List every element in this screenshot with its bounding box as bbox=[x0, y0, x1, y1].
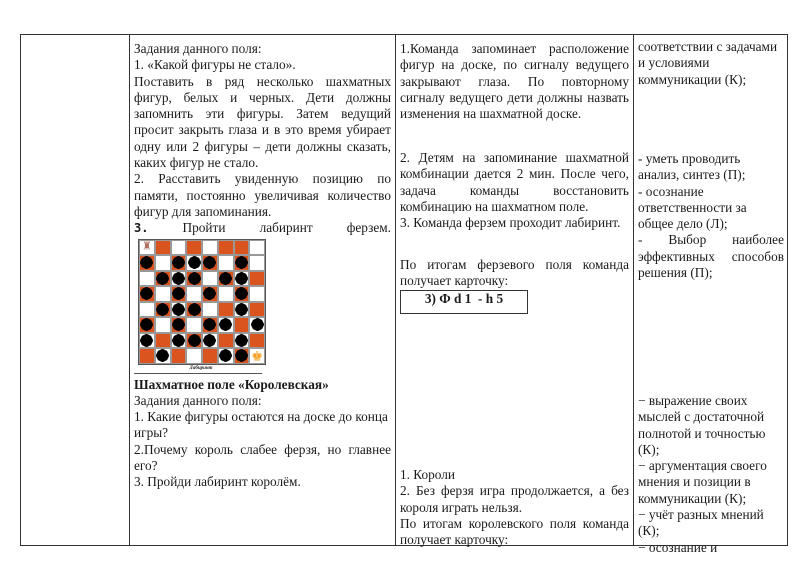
blot-obstacle-icon bbox=[237, 305, 246, 314]
maze-chessboard bbox=[138, 239, 266, 365]
board-square-light bbox=[218, 255, 234, 271]
board-square-dark bbox=[218, 240, 234, 256]
table-column-empty bbox=[21, 35, 130, 545]
king-task2: 2.Почему король слабее ферзя, но главнее его? bbox=[134, 441, 391, 474]
board-square-dark bbox=[234, 286, 250, 302]
board-square-dark bbox=[202, 255, 218, 271]
blot-obstacle-icon bbox=[142, 289, 151, 298]
king-tasks-intro: Задания данного поля: bbox=[134, 392, 262, 408]
blot-obstacle-icon bbox=[221, 274, 230, 283]
board-square-light bbox=[249, 317, 265, 333]
blot-obstacle-icon bbox=[174, 274, 183, 283]
board-square-light bbox=[155, 317, 171, 333]
board-square-dark bbox=[202, 348, 218, 364]
skills-block1: соответствии с задачами и условиями коммуникации (К); bbox=[638, 39, 778, 87]
blot-obstacle-icon bbox=[142, 336, 151, 345]
blot-obstacle-icon bbox=[158, 351, 167, 360]
task3-word: лабиринт bbox=[259, 220, 313, 236]
board-square-light bbox=[202, 240, 218, 256]
skill-item: − учёт разных мнений (К); bbox=[638, 507, 764, 539]
skill-item: − аргументация своего мнения и позиции в коммуникации (К); bbox=[638, 458, 767, 506]
blot-obstacle-icon bbox=[174, 289, 183, 298]
board-square-light bbox=[186, 255, 202, 271]
task2-text: 2. Расставить увиденную позицию по памяти, постоянно увеличивая количество фигур для запоминания. bbox=[134, 171, 391, 219]
board-square-dark bbox=[186, 240, 202, 256]
skill-item: - уметь проводить анализ, синтез (П); bbox=[638, 151, 746, 183]
board-square-light bbox=[202, 271, 218, 287]
board-square-light bbox=[171, 271, 187, 287]
blot-obstacle-icon bbox=[221, 351, 230, 360]
board-square-dark bbox=[171, 348, 187, 364]
document-table bbox=[20, 34, 788, 555]
board-square-dark bbox=[218, 302, 234, 318]
king-task3: 3. Пройди лабиринт королём. bbox=[134, 474, 301, 490]
goal-piece-icon: ♚ bbox=[251, 348, 263, 364]
queen-card: 3) Ф d 1 - h 5 bbox=[400, 290, 528, 314]
board-square-dark bbox=[218, 271, 234, 287]
board-square-light bbox=[155, 286, 171, 302]
board-square-light bbox=[218, 317, 234, 333]
board-square-dark bbox=[139, 255, 155, 271]
blot-obstacle-icon bbox=[190, 336, 199, 345]
blot-obstacle-icon bbox=[174, 305, 183, 314]
skill-item: - Выбор наиболее эффективных способов решения (П); bbox=[638, 232, 784, 281]
blot-obstacle-icon bbox=[237, 258, 246, 267]
king-task1: 1. Какие фигуры остаются на доске до конца игры? bbox=[134, 409, 388, 441]
board-square-dark bbox=[202, 317, 218, 333]
king-answer1: 1. Короли bbox=[400, 467, 456, 482]
board-square-dark bbox=[186, 302, 202, 318]
board-square-light bbox=[249, 255, 265, 271]
board-square-light bbox=[171, 240, 187, 256]
blot-obstacle-icon bbox=[253, 320, 262, 329]
board-square-light bbox=[234, 302, 250, 318]
queen-result: По итогам ферзевого поля команда получает карточку: bbox=[400, 257, 629, 289]
skill-item: − осознание и bbox=[638, 539, 718, 555]
board-square-light bbox=[155, 255, 171, 271]
board-square-light bbox=[186, 348, 202, 364]
board-square-light bbox=[249, 348, 265, 364]
answer3: 3. Команда ферзем проходит лабиринт. bbox=[400, 215, 621, 231]
board-square-light bbox=[218, 286, 234, 302]
board-square-light bbox=[139, 240, 155, 256]
start-piece-icon: ♜ bbox=[141, 240, 152, 253]
table-column-tasks bbox=[130, 35, 396, 545]
blot-obstacle-icon bbox=[158, 305, 167, 314]
board-square-dark bbox=[155, 333, 171, 349]
board-square-dark bbox=[234, 317, 250, 333]
table-column-skills bbox=[634, 35, 788, 555]
board-square-dark bbox=[249, 302, 265, 318]
blot-obstacle-icon bbox=[237, 289, 246, 298]
skill-item: − выражение своих мыслей с достаточной полнотой и точностью (К); bbox=[638, 393, 766, 457]
blot-obstacle-icon bbox=[237, 351, 246, 360]
blot-obstacle-icon bbox=[190, 305, 199, 314]
board-square-light bbox=[249, 240, 265, 256]
board-square-dark bbox=[186, 271, 202, 287]
board-square-light bbox=[234, 271, 250, 287]
blot-obstacle-icon bbox=[174, 258, 183, 267]
blot-obstacle-icon bbox=[205, 289, 214, 298]
answer2: 2. Детям на запоминание шахматной комбинации дается 2 мин. После чего, задача команды восстановить комбинацию на шахматном поле. bbox=[400, 150, 629, 214]
blot-obstacle-icon bbox=[142, 258, 151, 267]
board-square-light bbox=[171, 333, 187, 349]
board-square-light bbox=[186, 317, 202, 333]
blot-obstacle-icon bbox=[205, 258, 214, 267]
board-square-dark bbox=[139, 317, 155, 333]
board-square-light bbox=[202, 302, 218, 318]
task3-word: ферзем. bbox=[346, 220, 391, 236]
board-square-dark bbox=[234, 240, 250, 256]
board-square-light bbox=[202, 333, 218, 349]
answer1: 1.Команда запоминает расположение фигур на доске, по сигналу ведущего закрывают глаза. По повторному сигналу ведущего дети должны назвать изменения на шахматной доске. bbox=[400, 41, 629, 122]
board-square-dark bbox=[139, 286, 155, 302]
board-square-dark bbox=[249, 271, 265, 287]
blot-obstacle-icon bbox=[174, 336, 183, 345]
king-result: По итогам королевского поля команда получает карточку: bbox=[400, 515, 629, 548]
skill-item: - осознание ответственности за общее дело (Л); bbox=[638, 183, 747, 232]
blot-obstacle-icon bbox=[142, 320, 151, 329]
blot-obstacle-icon bbox=[158, 274, 167, 283]
board-square-dark bbox=[234, 348, 250, 364]
board-square-dark bbox=[171, 255, 187, 271]
board-square-light bbox=[234, 333, 250, 349]
blot-obstacle-icon bbox=[221, 320, 230, 329]
board-square-light bbox=[155, 348, 171, 364]
board-square-light bbox=[171, 302, 187, 318]
board-square-light bbox=[139, 302, 155, 318]
board-square-dark bbox=[155, 302, 171, 318]
blot-obstacle-icon bbox=[190, 274, 199, 283]
blot-obstacle-icon bbox=[174, 320, 183, 329]
board-square-dark bbox=[218, 333, 234, 349]
king-answer2: 2. Без ферзя игра продолжается, а без короля играть нельзя. bbox=[400, 483, 629, 515]
task3-word: Пройти bbox=[182, 220, 226, 236]
board-square-dark bbox=[234, 255, 250, 271]
blot-obstacle-icon bbox=[237, 336, 246, 345]
board-square-dark bbox=[139, 348, 155, 364]
board-square-dark bbox=[155, 271, 171, 287]
queen-tasks-intro: Задания данного поля: bbox=[134, 41, 262, 56]
blot-obstacle-icon bbox=[205, 336, 214, 345]
board-square-light bbox=[249, 286, 265, 302]
task1-title: 1. «Какой фигуры не стало». bbox=[134, 57, 296, 73]
board-square-dark bbox=[202, 286, 218, 302]
task3-word: 3. bbox=[134, 221, 149, 236]
blot-obstacle-icon bbox=[237, 274, 246, 283]
board-square-light bbox=[186, 286, 202, 302]
board-square-light bbox=[218, 348, 234, 364]
board-square-dark bbox=[171, 286, 187, 302]
caption-rule bbox=[134, 373, 262, 374]
task1-text: Поставить в ряд несколько шахматных фигур, белых и черных. Дети должны запомнить эти фигуры. Затем ведущий просит закрыть глаза и в это время убирает одну или 2 фигуры – дети должны сказать, каких фигур не стало. bbox=[134, 73, 391, 171]
table-column-answers bbox=[396, 35, 634, 548]
board-square-dark bbox=[249, 333, 265, 349]
board-square-dark bbox=[171, 317, 187, 333]
board-caption: Лабиринт bbox=[189, 365, 213, 371]
board-square-light bbox=[139, 271, 155, 287]
king-field-heading: Шахматное поле «Королевская» bbox=[134, 376, 329, 392]
task3-line bbox=[134, 220, 391, 236]
blot-obstacle-icon bbox=[205, 320, 214, 329]
board-square-dark bbox=[155, 240, 171, 256]
blot-obstacle-icon bbox=[190, 258, 199, 267]
board-square-light bbox=[139, 333, 155, 349]
board-square-dark bbox=[186, 333, 202, 349]
